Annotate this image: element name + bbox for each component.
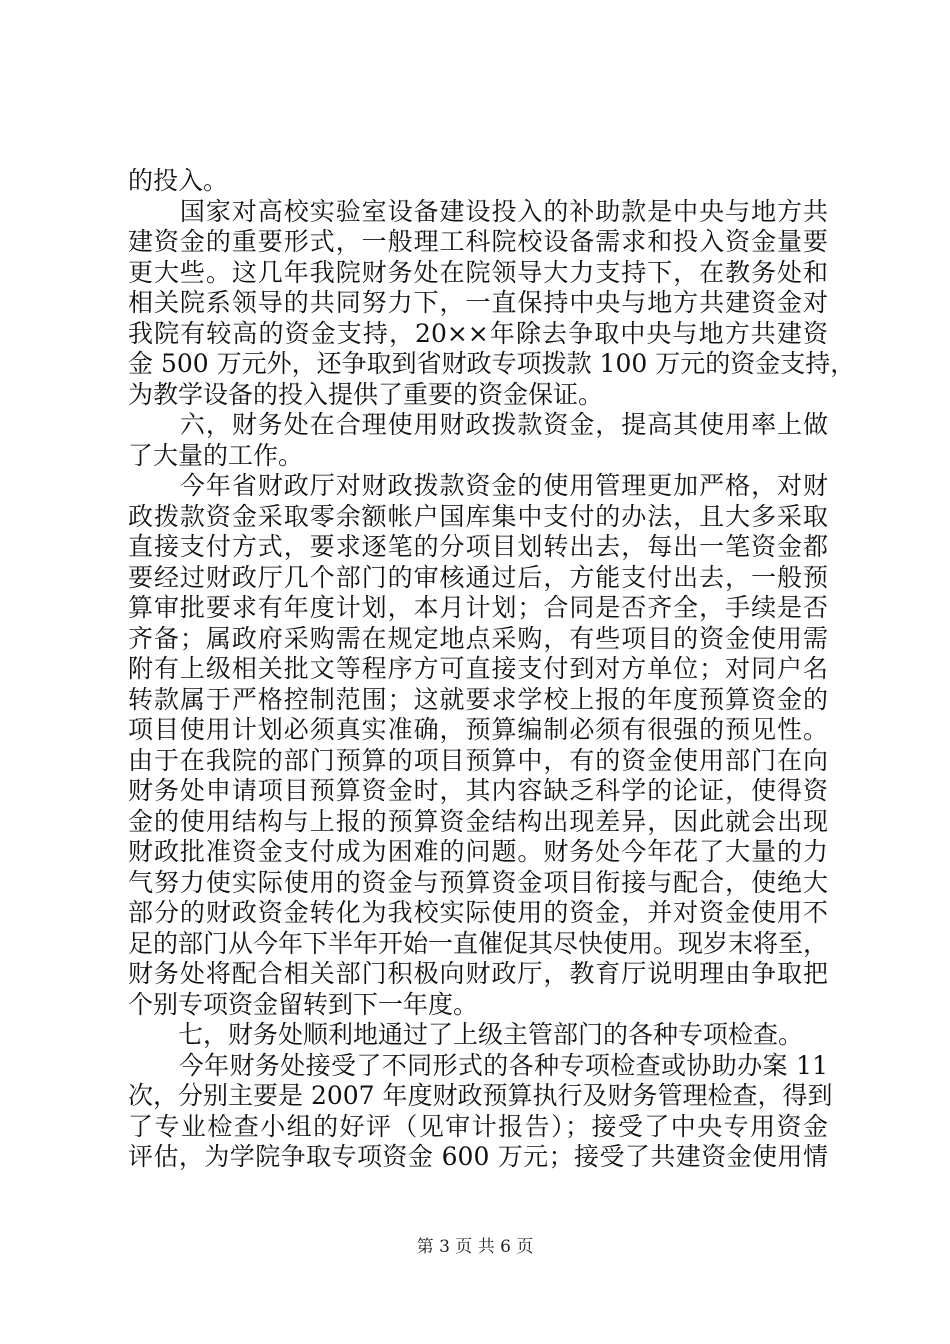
text-line: 六，财务处在合理使用财政拨款资金，提高其使用率上做 <box>128 410 828 439</box>
text-line: 财务处申请项目预算资金时，其内容缺乏科学的论证，使得资 <box>128 776 828 805</box>
page-number: 第 3 页 共 6 页 <box>416 1237 534 1257</box>
text-line: 财务处将配合相关部门积极向财政厅，教育厅说明理由争取把 <box>128 959 828 988</box>
text-line: 部分的财政资金转化为我校实际使用的资金，并对资金使用不 <box>128 898 828 927</box>
text-line: 直接支付方式，要求逐笔的分项目划转出去，每出一笔资金都 <box>128 532 828 561</box>
text-line: 附有上级相关批文等程序方可直接支付到对方单位；对同户名 <box>128 654 828 683</box>
text-line: 更大些。这几年我院财务处在院领导大力支持下，在教务处和 <box>128 257 828 287</box>
text-line: 相关院系领导的共同努力下，一直保持中央与地方共建资金对 <box>128 288 828 317</box>
text-line: 由于在我院的部门预算的项目预算中，有的资金使用部门在向 <box>128 745 828 775</box>
text-line: 今年省财政厅对财政拨款资金的使用管理更加严格，对财 <box>128 471 828 500</box>
text-line: 财政批准资金支付成为困难的问题。财务处今年花了大量的力 <box>128 837 828 866</box>
text-line: 政拨款资金采取零余额帐户国库集中支付的办法，且大多采取 <box>128 501 828 531</box>
text-line: 齐备；属政府采购需在规定地点采购，有些项目的资金使用需 <box>128 623 828 653</box>
text-line: 算审批要求有年度计划，本月计划；合同是否齐全，手续是否 <box>128 593 828 622</box>
text-line: 七，财务处顺利地通过了上级主管部门的各种专项检查。 <box>128 1020 804 1049</box>
text-line: 气努力使实际使用的资金与预算资金项目衔接与配合，使绝大 <box>128 867 828 897</box>
text-line: 了大量的工作。 <box>128 440 304 470</box>
document-body <box>128 166 856 1173</box>
text-line: 金的使用结构与上报的预算资金结构出现差异，因此就会出现 <box>128 806 828 836</box>
text-line: 今年财务处接受了不同形式的各种专项检查或协助办案 11 <box>128 1050 828 1080</box>
text-line: 评估，为学院争取专项资金 600 万元；接受了共建资金使用情 <box>128 1142 828 1171</box>
text-line: 的投入。 <box>128 166 229 195</box>
text-line: 了专业检查小组的好评（见审计报告）；接受了中央专用资金 <box>128 1111 828 1141</box>
text-line: 转款属于严格控制范围；这就要求学校上报的年度预算资金的 <box>128 684 828 714</box>
text-line: 为教学设备的投入提供了重要的资金保证。 <box>128 379 604 409</box>
text-line: 金 500 万元外，还争取到省财政专项拨款 100 万元的资金支持， <box>128 349 856 378</box>
text-line: 建资金的重要形式，一般理工科院校设备需求和投入资金量要 <box>128 227 828 256</box>
page-footer <box>0 1237 950 1257</box>
text-line: 项目使用计划必须真实准确，预算编制必须有很强的预见性。 <box>128 715 828 744</box>
text-line: 次，分别主要是 2007 年度财政预算执行及财务管理检查，得到 <box>128 1081 833 1110</box>
text-line: 我院有较高的资金支持，20××年除去争取中央与地方共建资 <box>128 318 828 348</box>
text-line: 个别专项资金留转到下一年度。 <box>128 989 479 1019</box>
text-line: 国家对高校实验室设备建设投入的补助款是中央与地方共 <box>128 196 828 226</box>
text-line: 要经过财政厅几个部门的审核通过后，方能支付出去，一般预 <box>128 562 828 592</box>
text-line: 足的部门从今年下半年开始一直催促其尽快使用。现岁末将至， <box>128 928 829 958</box>
